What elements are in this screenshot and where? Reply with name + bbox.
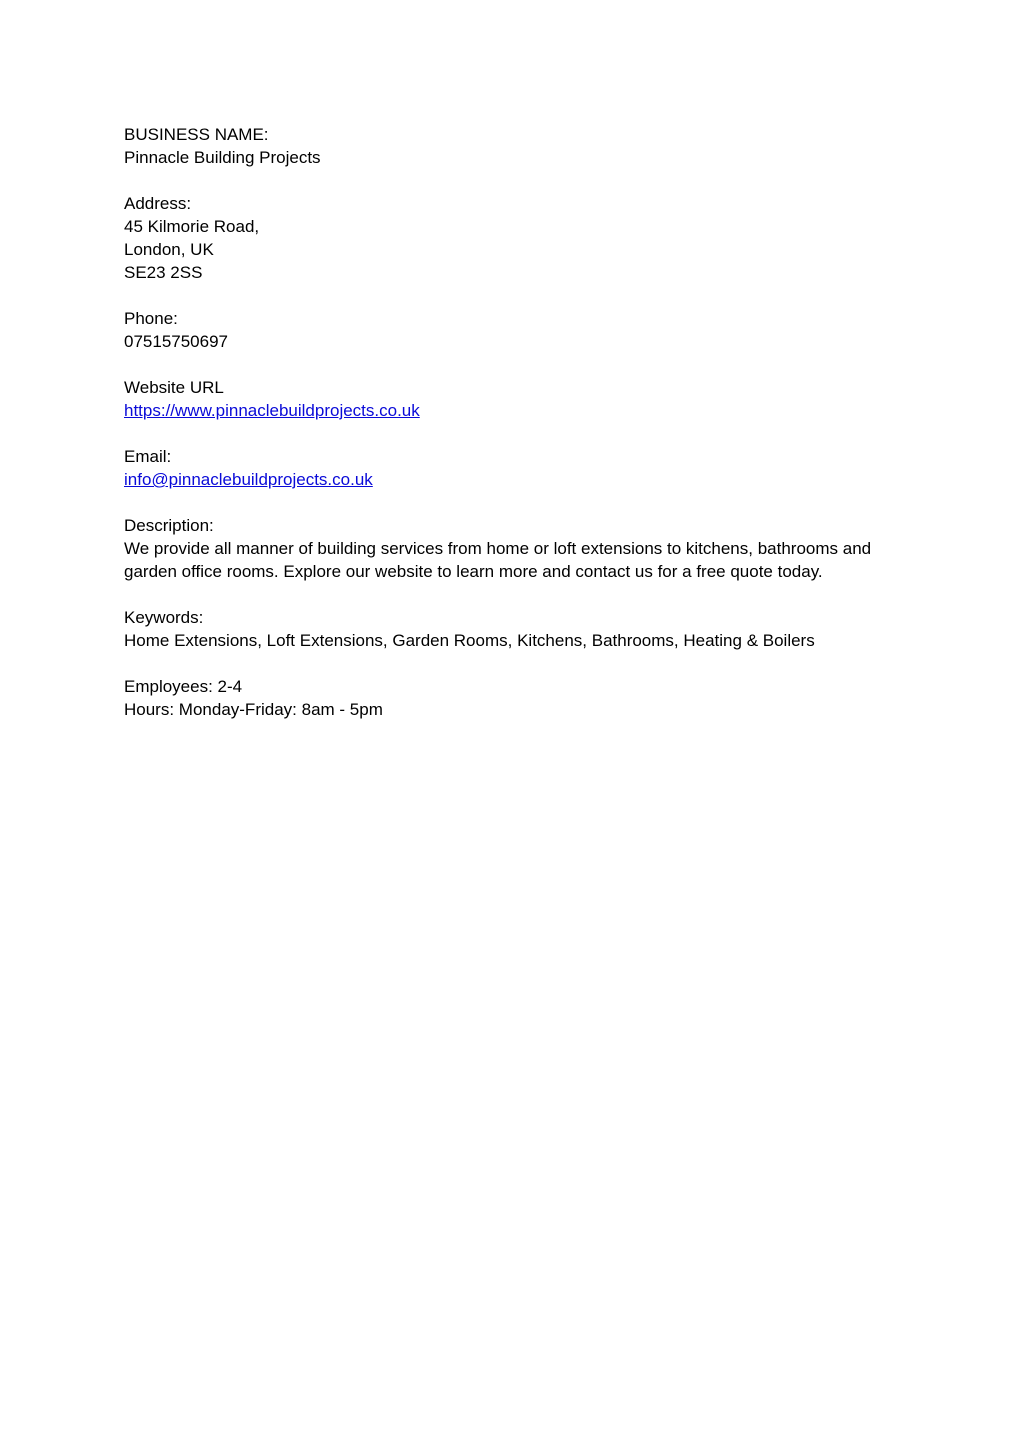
- website-link-line: [124, 399, 914, 422]
- address-line-2: London, UK: [124, 240, 214, 259]
- website-link[interactable]: https://www.pinnaclebuildprojects.co.uk: [124, 401, 420, 420]
- website-section: [124, 376, 914, 422]
- address-section: [124, 192, 914, 284]
- details-section: [124, 675, 914, 721]
- business-listing: [124, 123, 914, 744]
- business-name-section: [124, 123, 914, 169]
- email-section: [124, 445, 914, 491]
- email-link[interactable]: info@pinnaclebuildprojects.co.uk: [124, 470, 373, 489]
- email-link-line: [124, 468, 914, 491]
- keywords-text: Home Extensions, Loft Extensions, Garden Rooms, Kitchens, Bathrooms, Heating & Boilers: [124, 631, 815, 650]
- address-line-1: 45 Kilmorie Road,: [124, 217, 260, 236]
- phone-section: [124, 307, 914, 353]
- description-section: [124, 514, 914, 583]
- business-name-value: Pinnacle Building Projects: [124, 148, 321, 167]
- description-label: Description:: [124, 516, 214, 535]
- hours-text: Hours: Monday-Friday: 8am - 5pm: [124, 700, 383, 719]
- website-label: Website URL: [124, 378, 224, 397]
- email-label: Email:: [124, 447, 172, 466]
- phone-value: 07515750697: [124, 332, 229, 351]
- business-name-label: BUSINESS NAME:: [124, 125, 269, 144]
- employees-text: Employees: 2-4: [124, 677, 243, 696]
- description-text: We provide all manner of building services from home or loft extensions to kitchens, bathrooms and garden office rooms. Explore our website to learn more and contact us for a free quote today.: [124, 539, 876, 581]
- keywords-label: Keywords:: [124, 608, 204, 627]
- address-label: Address:: [124, 194, 192, 213]
- address-postcode: SE23 2SS: [124, 263, 203, 282]
- phone-label: Phone:: [124, 309, 178, 328]
- keywords-section: [124, 606, 914, 652]
